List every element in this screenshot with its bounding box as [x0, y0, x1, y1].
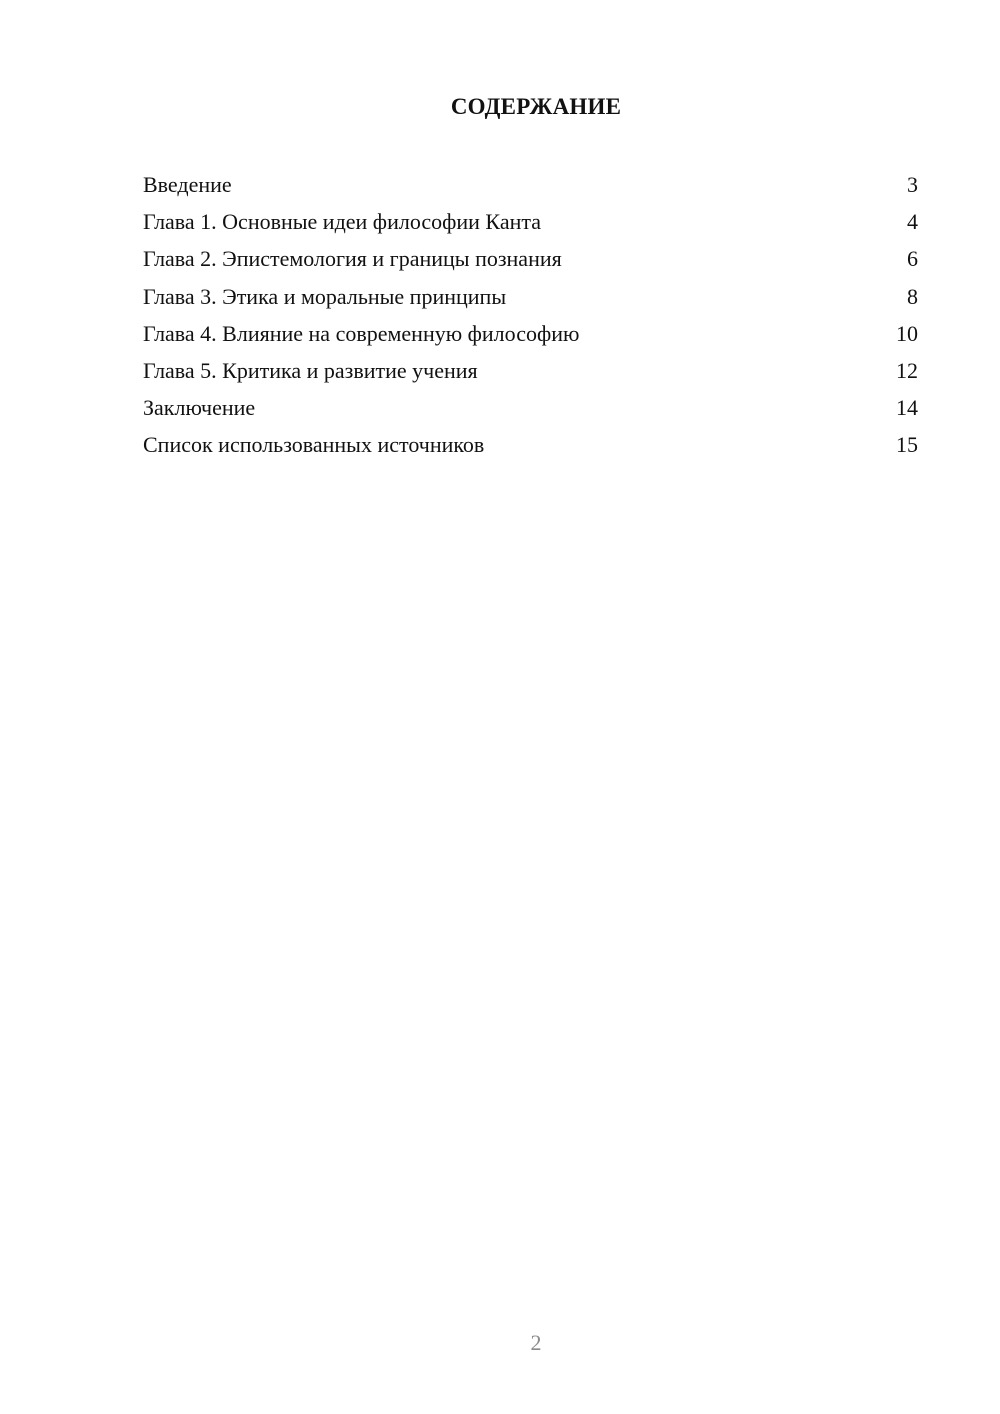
toc-entry-chapter-2	[143, 240, 918, 277]
toc-entry-label: Введение	[143, 172, 232, 197]
toc-entry-chapter-1	[143, 203, 918, 240]
toc-entry-references	[143, 426, 918, 463]
toc-entry-page: 10	[896, 320, 918, 346]
toc-entry-label: Глава 1. Основные идеи философии Канта	[143, 209, 541, 235]
toc-entry-chapter-4	[143, 315, 918, 352]
toc-entry-label: Заключение	[143, 395, 256, 421]
toc-entry-label: Глава 2. Эпистемология и границы познания	[143, 246, 562, 272]
toc-entry-chapter-5	[143, 352, 918, 389]
toc-entry-label: Глава 5. Критика и развитие учения	[143, 357, 478, 383]
toc-entry-page: 3	[907, 172, 918, 197]
table-of-contents	[143, 166, 918, 464]
toc-entry-label: Глава 3. Этика и моральные принципы	[143, 283, 507, 309]
toc-entry-page: 6	[907, 246, 918, 272]
toc-entry-chapter-3	[143, 278, 918, 315]
toc-entry-page: 12	[896, 357, 918, 383]
toc-entry-page: 8	[907, 283, 918, 309]
toc-entry-page: 4	[907, 209, 918, 235]
toc-entry-conclusion	[143, 389, 918, 426]
page-title: СОДЕРЖАНИЕ	[450, 94, 622, 119]
toc-entry-page: 14	[896, 395, 918, 421]
toc-entry-label: Список использованных источников	[143, 432, 485, 458]
toc-entry-page: 15	[896, 432, 918, 458]
toc-entry-introduction	[143, 166, 918, 203]
toc-entry-label: Глава 4. Влияние на современную философию	[143, 320, 580, 346]
page-number: 2	[530, 1330, 542, 1355]
